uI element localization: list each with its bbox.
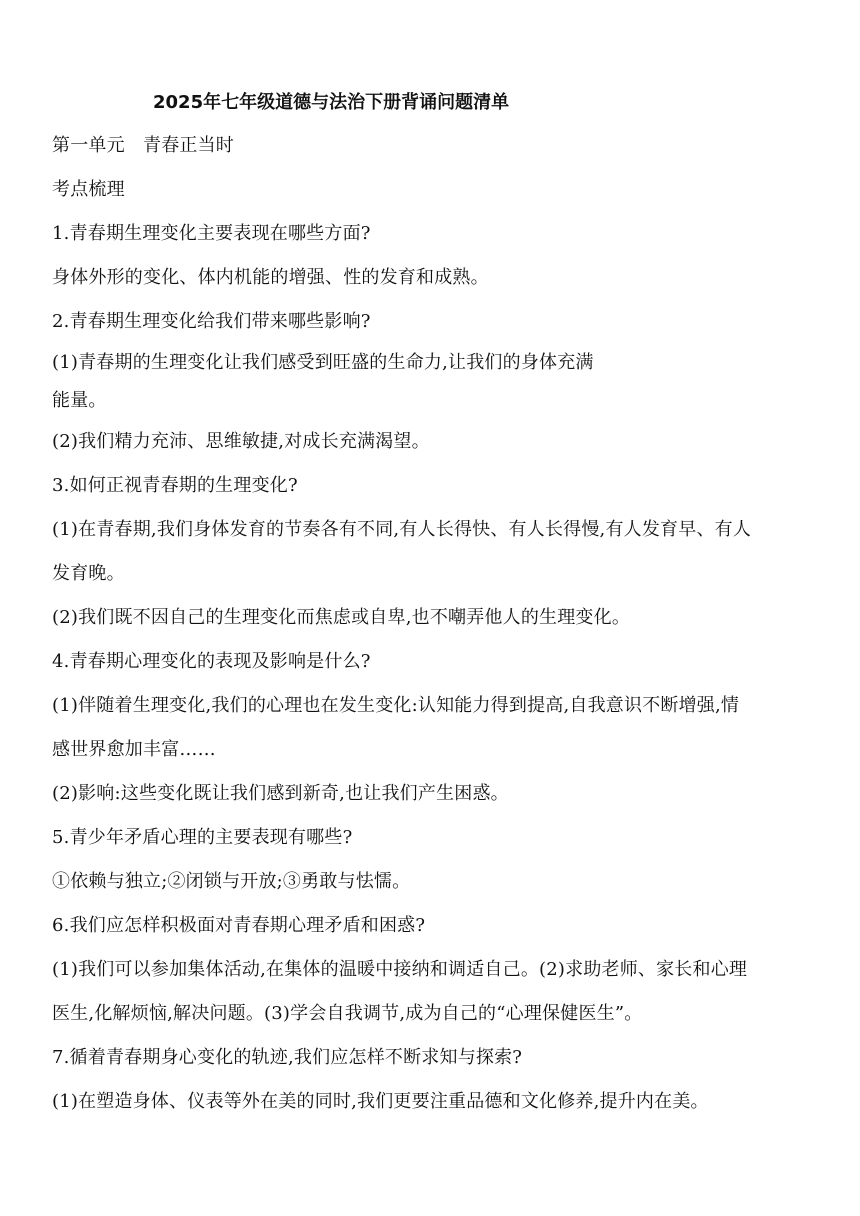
- answer-2-part-1: (1)青春期的生理变化让我们感受到旺盛的生命力,让我们的身体充满: [52, 352, 594, 373]
- question-3: 3.如何正视青春期的生理变化?: [52, 475, 298, 496]
- question-4: 4.青春期心理变化的表现及影响是什么?: [52, 651, 371, 672]
- document-body: [52, 124, 822, 1124]
- answer-3-part-1-cont: 发育晚。: [52, 563, 125, 584]
- answer-3-part-1: (1)在青春期,我们身体发育的节奏各有不同,有人长得快、有人长得慢,有人发育早、有人: [52, 519, 752, 540]
- question-6: 6.我们应怎样积极面对青春期心理矛盾和困惑?: [52, 915, 426, 936]
- answer-5: ①依赖与独立;②闭锁与开放;③勇敢与怯懦。: [52, 871, 411, 892]
- answer-1: 身体外形的变化、体内机能的增强、性的发育和成熟。: [52, 267, 489, 288]
- answer-4-part-1-cont: 感世界愈加丰富……: [52, 739, 216, 760]
- answer-2-part-1-cont: 能量。: [52, 390, 107, 411]
- unit-heading: 第一单元 青春正当时: [52, 135, 234, 156]
- answer-2-part-2: (2)我们精力充沛、思维敏捷,对成长充满渴望。: [52, 431, 430, 452]
- answer-4-part-2: (2)影响:这些变化既让我们感到新奇,也让我们产生困惑。: [52, 783, 509, 804]
- answer-6-part-1-cont: 医生,化解烦恼,解决问题。(3)学会自我调节,成为自己的“心理保健医生”。: [52, 1003, 643, 1024]
- section-heading: 考点梳理: [52, 179, 125, 200]
- question-5: 5.青少年矛盾心理的主要表现有哪些?: [52, 827, 353, 848]
- question-7: 7.循着青春期身心变化的轨迹,我们应怎样不断求知与探索?: [52, 1047, 523, 1068]
- answer-4-part-1: (1)伴随着生理变化,我们的心理也在发生变化:认知能力得到提高,自我意识不断增强,情: [52, 695, 740, 716]
- answer-3-part-2: (2)我们既不因自己的生理变化而焦虑或自卑,也不嘲弄他人的生理变化。: [52, 607, 631, 628]
- answer-6-part-1: (1)我们可以参加集体活动,在集体的温暖中接纳和调适自己。(2)求助老师、家长和心理: [52, 959, 748, 980]
- answer-7-part-1: (1)在塑造身体、仪表等外在美的同时,我们更要注重品德和文化修养,提升内在美。: [52, 1091, 709, 1112]
- question-2: 2.青春期生理变化给我们带来哪些影响?: [52, 311, 371, 332]
- document-title: 2025年七年级道德与法治下册背诵问题清单: [153, 92, 510, 113]
- question-1: 1.青春期生理变化主要表现在哪些方面?: [52, 223, 371, 244]
